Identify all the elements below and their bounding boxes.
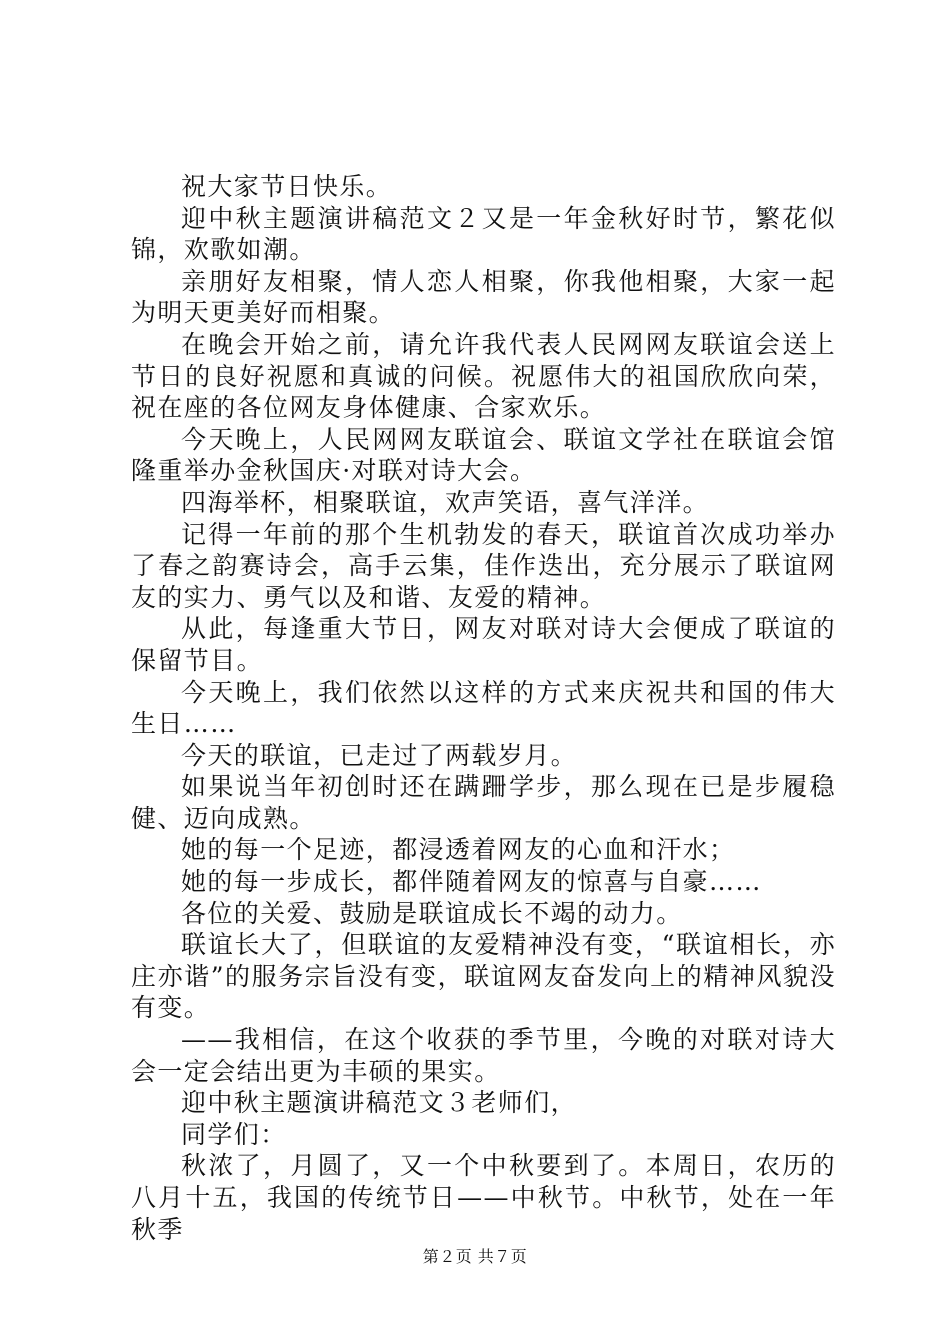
paragraph: 亲朋好友相聚，情人恋人相聚，你我他相聚，大家一起为明天更美好而相聚。 — [131, 266, 836, 328]
paragraph: 同学们： — [181, 1119, 287, 1149]
document-body — [131, 171, 836, 1245]
paragraph: 今天晚上，人民网网友联谊会、联谊文学社在联谊会馆隆重举办金秋国庆·对联对诗大会。 — [131, 424, 836, 486]
paragraph: 她的每一步成长，都伴随着网友的惊喜与自豪…… — [181, 867, 762, 897]
paragraph: 如果说当年初创时还在蹒跚学步，那么现在已是步履稳健、迈向成熟。 — [131, 772, 836, 833]
paragraph: 各位的关爱、鼓励是联谊成长不竭的动力。 — [181, 898, 683, 928]
paragraph: 联谊长大了，但联谊的友爱精神没有变，“联谊相长，亦庄亦谐”的服务宗旨没有变，联谊网友奋发向上的精神风貌没有变。 — [131, 930, 836, 1023]
paragraph: 迎中秋主题演讲稿范文２又是一年金秋好时节，繁花似锦，欢歌如潮。 — [131, 203, 836, 265]
paragraph: 她的每一个足迹，都浸透着网友的心血和汗水； — [181, 835, 736, 865]
paragraph: 迎中秋主题演讲稿范文３老师们， — [181, 1088, 578, 1118]
paragraph: ——我相信，在这个收获的季节里，今晚的对联对诗大会一定会结出更为丰硕的果实。 — [131, 1025, 836, 1086]
paragraph: 今天晚上，我们依然以这样的方式来庆祝共和国的伟大生日…… — [131, 677, 836, 739]
paragraph: 祝大家节日快乐。 — [181, 172, 393, 201]
paragraph: 从此，每逢重大节日，网友对联对诗大会便成了联谊的保留节目。 — [131, 614, 836, 675]
paragraph: 秋浓了，月圆了，又一个中秋要到了。本周日，农历的八月十五，我国的传统节日——中秋节。中秋节，处在一年秋季 — [131, 1151, 836, 1244]
paragraph: 四海举杯，相聚联谊，欢声笑语，喜气洋洋。 — [181, 487, 710, 517]
paragraph: 今天的联谊，已走过了两载岁月。 — [181, 740, 578, 770]
paragraph: 记得一年前的那个生机勃发的春天，联谊首次成功举办了春之韵赛诗会，高手云集，佳作迭出，充分展示了联谊网友的实力、勇气以及和谐、友爱的精神。 — [131, 519, 836, 612]
page-number-footer: 第２页 共７页 — [422, 1247, 528, 1266]
paragraph: 在晚会开始之前，请允许我代表人民网网友联谊会送上节日的良好祝愿和真诚的问候。祝愿伟大的祖国欣欣向荣，祝在座的各位网友身体健康、合家欢乐。 — [131, 329, 836, 423]
